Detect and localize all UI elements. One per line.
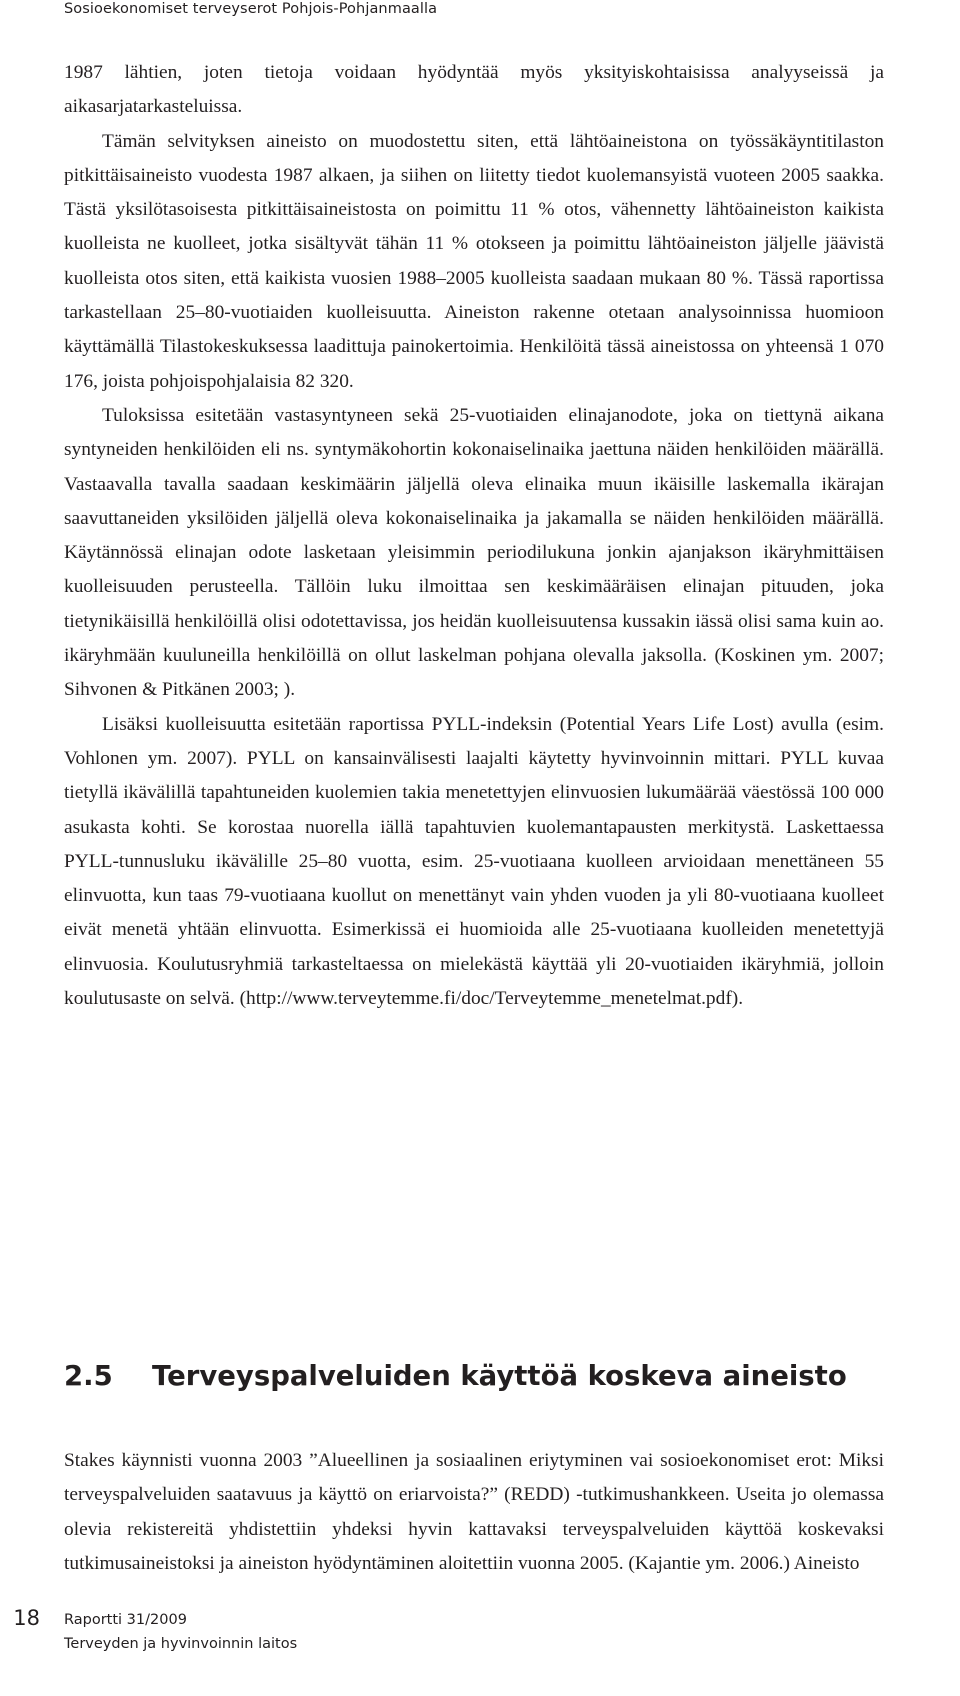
running-header: Sosioekonomiset terveyserot Pohjois-Pohjanmaalla <box>64 1 438 17</box>
page-number: 18 <box>13 1606 40 1630</box>
footer-report: Raportti 31/2009 <box>64 1612 187 1628</box>
paragraph-dataset: Tämän selvityksen aineisto on muodostettu siten, että lähtöaineistona on työssäkäyntitilaston pitkittäisaineisto vuodesta 1987 alkaen, ja siihen on liitetty tiedot kuolemansyistä vuoteen 2005 saakka. Tästä yksilötasoisesta pitkittäisaineistosta on poimittu 11 % otos, vähennetty lähtöaineiston kaikista kuolleista ne kuolleet, jotka sisältyvät tähän 11 % otokseen ja poimittu lähtöaineiston jäljelle jäävistä kuolleista otos siten, että kaikista vuosien 1988–2005 kuolleista saadaan mukaan 80 %. Tässä raportissa tarkastellaan 25–80-vuotiaiden kuolleisuutta. Aineiston rakenne otetaan analysoinnissa huomioon käyttämällä Tilastokeskuksessa laadittuja painokertoimia. Henkilöitä tässä aineistossa on yhteensä 1 070 176, joista pohjoispohjalaisia 82 320. <box>64 130 884 392</box>
body-text <box>64 56 884 1016</box>
paragraph-section-intro: Stakes käynnisti vuonna 2003 ”Alueellinen ja sosiaalinen eriytyminen vai sosioekonomiset erot: Miksi terveyspalveluiden saatavuus ja käyttö on eriarvoista?” (REDD) -tutkimushankkeen. Useita jo olemassa olevia rekistereitä yhdistettiin yhdeksi hyvin kattavaksi terveyspalveluiden käyttöä koskevaksi tutkimusaineistoksi ja aineiston hyödyntäminen aloitettiin vuonna 2005. (Kajantie ym. 2006.) Aineisto <box>64 1450 884 1574</box>
section-number: 2.5 <box>64 1360 113 1392</box>
paragraph-pyll: Lisäksi kuolleisuutta esitetään raportissa PYLL-indeksin (Potential Years Life Lost) avulla (esim. Vohlonen ym. 2007). PYLL on kansainvälisesti laajalti käytetty hyvinvoinnin mittari. PYLL kuvaa tietyllä ikävälillä tapahtuneiden kuolemien takia menetettyjen elinvuosien lukumäärää väestössä 100 000 asukasta kohti. Se korostaa nuorella iällä tapahtuvien kuolemantapausten merkitystä. Laskettaessa PYLL-tunnusluku ikävälille 25–80 vuotta, esim. 25-vuotiaana kuolleen arvioidaan menettäneen 55 elinvuotta, kun taas 79-vuotiaana kuollut on menettänyt vain yhden vuoden ja yli 80-vuotiaana kuolleet eivät menetä yhtään elinvuotta. Esimerkissä ei huomioida alle 25-vuotiaana kuolleiden menetettyjä elinvuosia. Koulutusryhmiä tarkasteltaessa on mielekästä käyttää yli 20-vuotiaiden ikäryhmiä, jolloin koulutusaste on selvä. (http://www.terveytemme.fi/doc/Terveytemme_menetelmat.pdf). <box>64 713 884 1010</box>
section-heading <box>64 1356 884 1396</box>
section-body <box>64 1444 884 1581</box>
paragraph-continuation: 1987 lähtien, joten tietoja voidaan hyödyntää myös yksityiskohtaisissa analyyseissä ja aikasarjatarkasteluissa. <box>64 62 884 118</box>
footer-publisher: Terveyden ja hyvinvoinnin laitos <box>64 1636 298 1652</box>
section-title: Terveyspalveluiden käyttöä koskeva aineisto <box>152 1360 847 1392</box>
footer <box>64 1608 297 1656</box>
paragraph-life-expectancy: Tuloksissa esitetään vastasyntyneen sekä 25-vuotiaiden elinajanodote, joka on tiettynä aikana syntyneiden henkilöiden eli ns. syntymäkohortin kokonaiselinaika jaettuna näiden henkilöiden määrällä. Vastaavalla tavalla saadaan keskimäärin jäljellä oleva elinaika muun ikäisille laskemalla ikärajan saavuttaneiden yksilöiden jäljellä oleva kokonaiselinaika ja jakamalla se näiden henkilöiden määrällä. Käytännössä elinajan odote lasketaan yleisimmin periodilukuna jonkin ajanjakson ikäryhmittäisen kuolleisuuden perusteella. Tällöin luku ilmoittaa sen keskimääräisen elinajan pituuden, joka tietynikäisillä henkilöillä olisi odotettavissa, jos heidän kuolleisuutensa kussakin iässä olisi sama kuin ao. ikäryhmään kuuluneilla henkilöillä on ollut laskelman pohjana olevalla jaksolla. (Koskinen ym. 2007; Sihvonen & Pitkänen 2003; ). <box>64 404 884 701</box>
